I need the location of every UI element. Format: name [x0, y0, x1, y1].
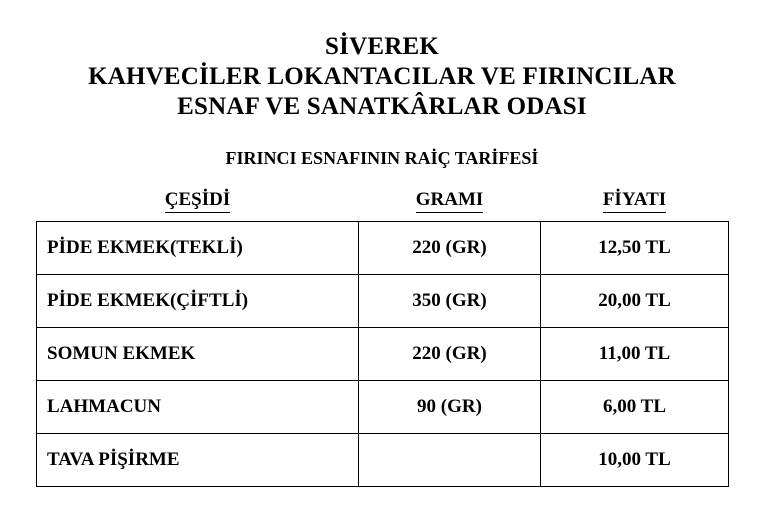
cell-item-name: PİDE EKMEK(ÇİFTLİ) [37, 275, 359, 328]
price-table-container [36, 189, 728, 487]
cell-item-price: 6,00 TL [541, 381, 729, 434]
header-line-chamber: ESNAF VE SANATKÂRLAR ODASI [177, 93, 587, 120]
cell-item-price: 20,00 TL [541, 275, 729, 328]
cell-item-name: TAVA PİŞİRME [37, 434, 359, 487]
table-row [37, 275, 729, 328]
price-table-body [37, 222, 729, 487]
table-row [37, 434, 729, 487]
cell-item-name: PİDE EKMEK(TEKLİ) [37, 222, 359, 275]
cell-item-gram: 90 (GR) [359, 381, 541, 434]
cell-item-price: 11,00 TL [541, 328, 729, 381]
price-table-head [37, 189, 729, 222]
table-row [37, 381, 729, 434]
cell-item-gram [359, 434, 541, 487]
document-header [0, 0, 764, 122]
cell-item-gram: 220 (GR) [359, 222, 541, 275]
cell-item-price: 12,50 TL [541, 222, 729, 275]
document-subtitle: FIRINCI ESNAFININ RAİÇ TARİFESİ [225, 148, 539, 168]
cell-item-name: LAHMACUN [37, 381, 359, 434]
cell-item-name: SOMUN EKMEK [37, 328, 359, 381]
cell-item-gram: 350 (GR) [359, 275, 541, 328]
column-header-price: FİYATI [541, 189, 729, 222]
header-line-city: SİVEREK [325, 33, 439, 60]
table-header-row [37, 189, 729, 222]
column-header-item: ÇEŞİDİ [37, 189, 359, 222]
price-table [36, 189, 729, 487]
header-line-association: KAHVECİLER LOKANTACILAR VE FIRINCILAR [88, 63, 676, 90]
cell-item-price: 10,00 TL [541, 434, 729, 487]
table-row [37, 328, 729, 381]
table-row [37, 222, 729, 275]
column-header-gram: GRAMI [359, 189, 541, 222]
cell-item-gram: 220 (GR) [359, 328, 541, 381]
